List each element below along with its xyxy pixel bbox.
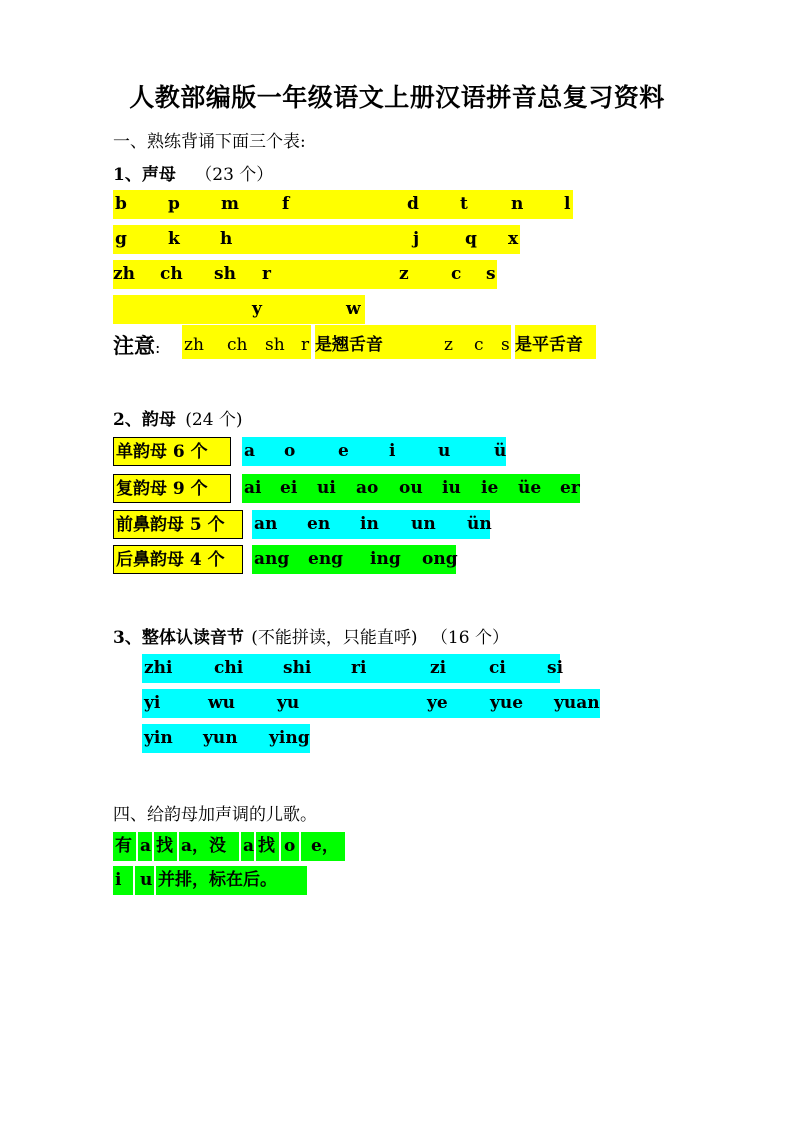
syllables-row-3 bbox=[142, 724, 310, 753]
initial-f: f bbox=[282, 194, 290, 214]
front-nasal-row bbox=[252, 510, 490, 539]
syllables-heading bbox=[113, 623, 509, 648]
syllable-ye: ye bbox=[427, 693, 448, 713]
initial-s: s bbox=[486, 264, 496, 284]
initial-x: x bbox=[508, 229, 519, 249]
initial-d: d bbox=[407, 194, 419, 214]
syllable-ci: ci bbox=[489, 658, 506, 678]
song-word-u: u bbox=[140, 870, 153, 890]
note-s: s bbox=[501, 335, 510, 355]
initial-sh: sh bbox=[214, 264, 236, 284]
song-line-1 bbox=[113, 832, 345, 861]
final-o: o bbox=[284, 441, 296, 461]
final-ou: ou bbox=[399, 478, 423, 498]
initial-g: g bbox=[115, 229, 127, 249]
final-un: un bbox=[411, 514, 436, 534]
initial-ch: ch bbox=[160, 264, 183, 284]
syllables-row-2 bbox=[142, 689, 600, 718]
initials-row-2 bbox=[113, 225, 520, 254]
song-line-2 bbox=[113, 866, 307, 895]
final-vn: ün bbox=[467, 514, 492, 534]
initials-title: 1、声母 bbox=[113, 165, 176, 185]
syllable-ri: ri bbox=[351, 658, 367, 678]
page-title: 人教部编版一年级语文上册汉语拼音总复习资料 bbox=[129, 83, 665, 112]
song-gap bbox=[133, 866, 135, 895]
song-word-4: a，没 bbox=[181, 836, 227, 856]
initial-c: c bbox=[451, 264, 462, 284]
initial-r: r bbox=[262, 264, 271, 284]
initial-w: w bbox=[346, 299, 361, 319]
syllable-ying: ying bbox=[269, 728, 310, 748]
syllable-yi: yi bbox=[144, 693, 161, 713]
final-i: i bbox=[389, 441, 396, 461]
final-ei: ei bbox=[280, 478, 298, 498]
compound-finals-label: 复韵母 9 个 bbox=[113, 474, 231, 503]
song-word-5: a bbox=[243, 836, 255, 856]
song-gap bbox=[254, 832, 256, 861]
note-c: c bbox=[474, 335, 484, 355]
song-word-7: o bbox=[284, 836, 296, 856]
song-word-1: 有 bbox=[115, 836, 132, 856]
syllable-chi: chi bbox=[214, 658, 244, 678]
final-in: in bbox=[360, 514, 379, 534]
note-colon: : bbox=[155, 338, 161, 357]
final-iu: iu bbox=[442, 478, 461, 498]
note-retroflex-block bbox=[182, 325, 311, 359]
note-zh: zh bbox=[184, 335, 204, 355]
song-gap bbox=[279, 832, 281, 861]
final-eng: eng bbox=[308, 549, 344, 569]
note-label-text: 注意 bbox=[113, 333, 155, 358]
syllables-note: (不能拼读，只能直呼) bbox=[251, 628, 418, 648]
final-a: a bbox=[244, 441, 256, 461]
syllable-shi: shi bbox=[283, 658, 312, 678]
initial-p: p bbox=[168, 194, 180, 214]
note-sh: sh bbox=[265, 335, 285, 355]
note-label bbox=[113, 330, 160, 361]
song-gap bbox=[239, 832, 241, 861]
final-ui: ui bbox=[317, 478, 336, 498]
syllable-si: si bbox=[547, 658, 564, 678]
final-ong: ong bbox=[422, 549, 458, 569]
initial-t: t bbox=[460, 194, 468, 214]
initial-zh: zh bbox=[113, 264, 136, 284]
syllable-zhi: zhi bbox=[144, 658, 173, 678]
initials-heading bbox=[113, 160, 273, 185]
final-er: er bbox=[560, 478, 580, 498]
final-ai: ai bbox=[244, 478, 262, 498]
back-nasal-row bbox=[252, 545, 456, 574]
final-ing: ing bbox=[370, 549, 401, 569]
initials-row-1 bbox=[113, 190, 573, 219]
note-flat-text: 是平舌音 bbox=[515, 335, 583, 355]
syllable-yu: yu bbox=[277, 693, 300, 713]
simple-finals-row bbox=[242, 437, 506, 466]
final-ie: ie bbox=[481, 478, 499, 498]
syllable-yuan: yuan bbox=[554, 693, 600, 713]
song-word-3: 找 bbox=[156, 836, 173, 856]
syllables-title: 3、整体认读音节 bbox=[113, 628, 244, 648]
initials-row-4 bbox=[113, 295, 365, 324]
final-ao: ao bbox=[356, 478, 379, 498]
final-e: e bbox=[338, 441, 349, 461]
initial-j: j bbox=[413, 229, 420, 249]
final-ang: ang bbox=[254, 549, 290, 569]
back-nasal-label: 后鼻韵母 4 个 bbox=[113, 545, 243, 574]
song-word-6: 找 bbox=[258, 836, 275, 856]
final-en: en bbox=[307, 514, 331, 534]
compound-finals-row bbox=[242, 474, 580, 503]
syllable-yin: yin bbox=[144, 728, 173, 748]
syllable-zi: zi bbox=[430, 658, 447, 678]
song-word-2: a bbox=[140, 836, 152, 856]
song-word-i: i bbox=[115, 870, 122, 890]
finals-count: (24 个) bbox=[185, 410, 243, 430]
note-r: r bbox=[301, 335, 310, 355]
final-ve: üe bbox=[518, 478, 542, 498]
song-word-8: e， bbox=[311, 836, 339, 856]
note-ch: ch bbox=[227, 335, 248, 355]
note-retroflex-text: 是翘舌音 bbox=[315, 335, 383, 355]
song-gap bbox=[154, 866, 156, 895]
initial-h: h bbox=[220, 229, 233, 249]
syllables-row-1 bbox=[142, 654, 564, 683]
front-nasal-label: 前鼻韵母 5 个 bbox=[113, 510, 243, 539]
song-heading: 四、给韵母加声调的儿歌。 bbox=[113, 805, 317, 825]
initial-z: z bbox=[399, 264, 409, 284]
initial-n: n bbox=[511, 194, 524, 214]
initial-y: y bbox=[252, 299, 262, 319]
initial-k: k bbox=[168, 229, 180, 249]
syllable-yun: yun bbox=[203, 728, 238, 748]
initial-q: q bbox=[465, 229, 477, 249]
song-gap bbox=[299, 832, 301, 861]
final-u: u bbox=[438, 441, 451, 461]
final-an: an bbox=[254, 514, 278, 534]
initials-row-3 bbox=[113, 260, 497, 289]
simple-finals-label: 单韵母 6 个 bbox=[113, 437, 231, 466]
finals-title: 2、韵母 bbox=[113, 410, 176, 430]
song-gap bbox=[152, 832, 154, 861]
finals-heading bbox=[113, 405, 243, 430]
final-v: ü bbox=[494, 441, 507, 461]
initial-m: m bbox=[221, 194, 239, 214]
syllable-yue: yue bbox=[490, 693, 524, 713]
initial-b: b bbox=[115, 194, 127, 214]
song-gap bbox=[136, 832, 138, 861]
syllable-wu: wu bbox=[208, 693, 235, 713]
note-z: z bbox=[444, 335, 453, 355]
syllables-count: （16 个） bbox=[430, 628, 509, 648]
note-flat-text-block bbox=[515, 325, 596, 359]
section-heading: 一、熟练背诵下面三个表: bbox=[113, 132, 306, 152]
initial-l: l bbox=[564, 194, 571, 214]
note-flat-block bbox=[315, 325, 511, 359]
song-word-rest: 并排，标在后。 bbox=[158, 870, 277, 890]
song-gap bbox=[177, 832, 179, 861]
initials-count: （23 个） bbox=[195, 165, 274, 185]
